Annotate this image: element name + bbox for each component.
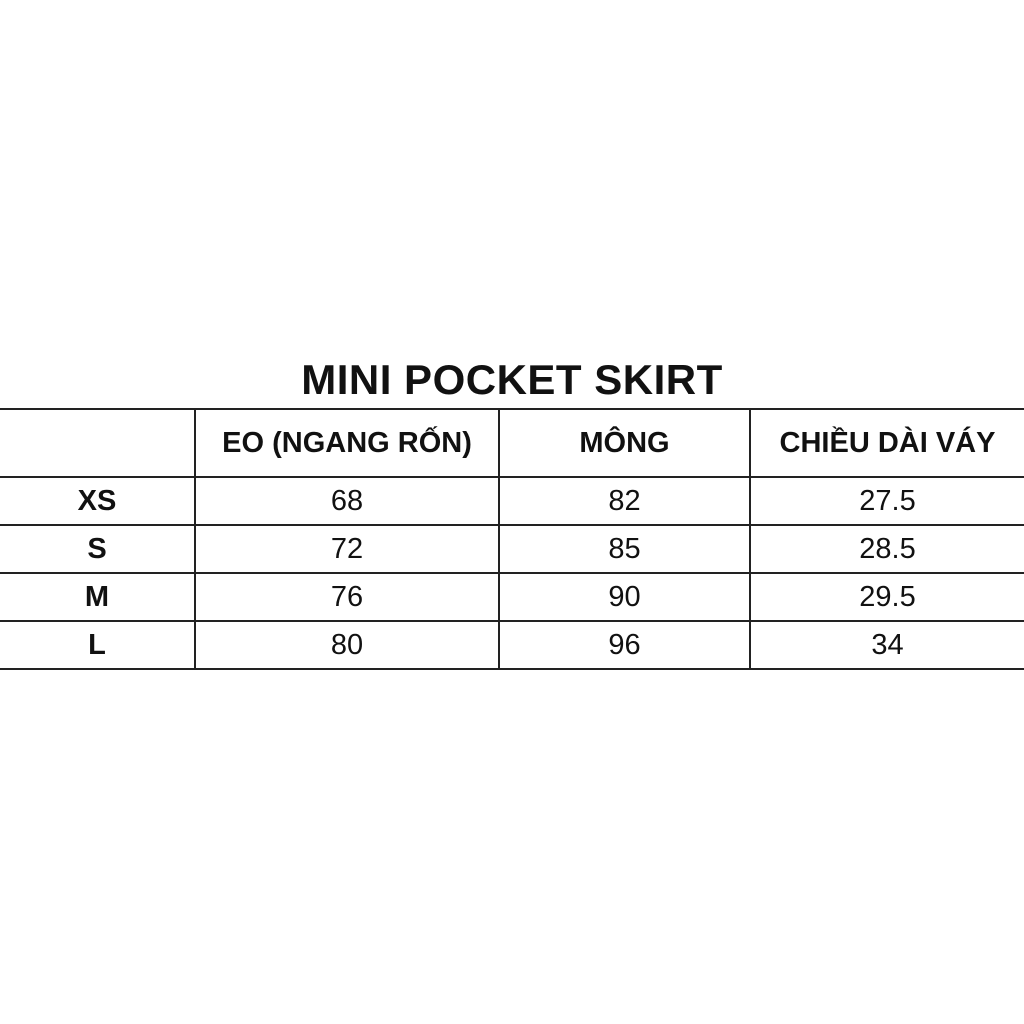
table-header-row bbox=[0, 409, 1024, 477]
header-hip: MÔNG bbox=[499, 409, 750, 477]
table-row bbox=[0, 525, 1024, 573]
page-title: MINI POCKET SKIRT bbox=[301, 356, 723, 403]
hip-cell: 82 bbox=[499, 477, 750, 525]
size-chart-table bbox=[0, 408, 1024, 670]
length-cell: 28.5 bbox=[750, 525, 1024, 573]
header-waist: EO (NGANG RỐN) bbox=[195, 409, 499, 477]
header-size bbox=[0, 409, 195, 477]
hip-cell: 85 bbox=[499, 525, 750, 573]
size-cell: XS bbox=[0, 477, 195, 525]
waist-cell: 72 bbox=[195, 525, 499, 573]
size-cell: M bbox=[0, 573, 195, 621]
size-cell: S bbox=[0, 525, 195, 573]
table-row bbox=[0, 573, 1024, 621]
length-cell: 27.5 bbox=[750, 477, 1024, 525]
length-cell: 29.5 bbox=[750, 573, 1024, 621]
table-row bbox=[0, 621, 1024, 669]
hip-cell: 90 bbox=[499, 573, 750, 621]
table-row bbox=[0, 477, 1024, 525]
waist-cell: 80 bbox=[195, 621, 499, 669]
header-skirt-length: CHIỀU DÀI VÁY bbox=[750, 409, 1024, 477]
waist-cell: 68 bbox=[195, 477, 499, 525]
size-cell: L bbox=[0, 621, 195, 669]
waist-cell: 76 bbox=[195, 573, 499, 621]
table-body bbox=[0, 477, 1024, 669]
table-header bbox=[0, 409, 1024, 477]
length-cell: 34 bbox=[750, 621, 1024, 669]
hip-cell: 96 bbox=[499, 621, 750, 669]
